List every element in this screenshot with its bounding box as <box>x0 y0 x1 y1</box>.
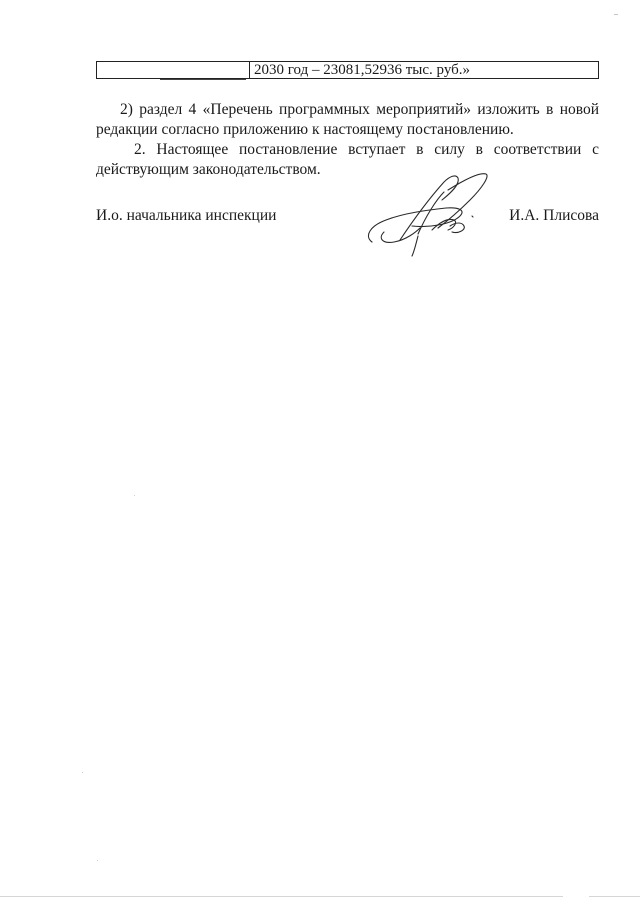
paragraph-effective-date: 2. Настоящее постановление вступает в силу в соответствии с действующим законодательством. <box>96 141 599 178</box>
table-cell-empty <box>97 62 250 79</box>
scan-speck <box>97 860 98 861</box>
page-edge-mark <box>614 14 618 15</box>
page-bottom-rule <box>0 896 640 897</box>
budget-table-fragment <box>96 61 599 79</box>
table-underline-stroke <box>160 79 246 80</box>
signer-name: И.А. Плисова <box>509 207 599 224</box>
signer-position-title: И.о. начальника инспекции <box>96 207 277 224</box>
table-cell-budget-2030: 2030 год – 23081,52936 тыс. руб.» <box>250 62 599 79</box>
signature-row <box>96 206 599 226</box>
scan-speck <box>82 772 83 773</box>
handwritten-signature <box>360 170 500 260</box>
table-row <box>97 62 599 79</box>
scan-speck <box>134 495 135 496</box>
paragraph-section-4-amendment: 2) раздел 4 «Перечень программных мероприятий» изложить в новой редакции согласно приложению к настоящему постановлению. <box>96 101 599 138</box>
